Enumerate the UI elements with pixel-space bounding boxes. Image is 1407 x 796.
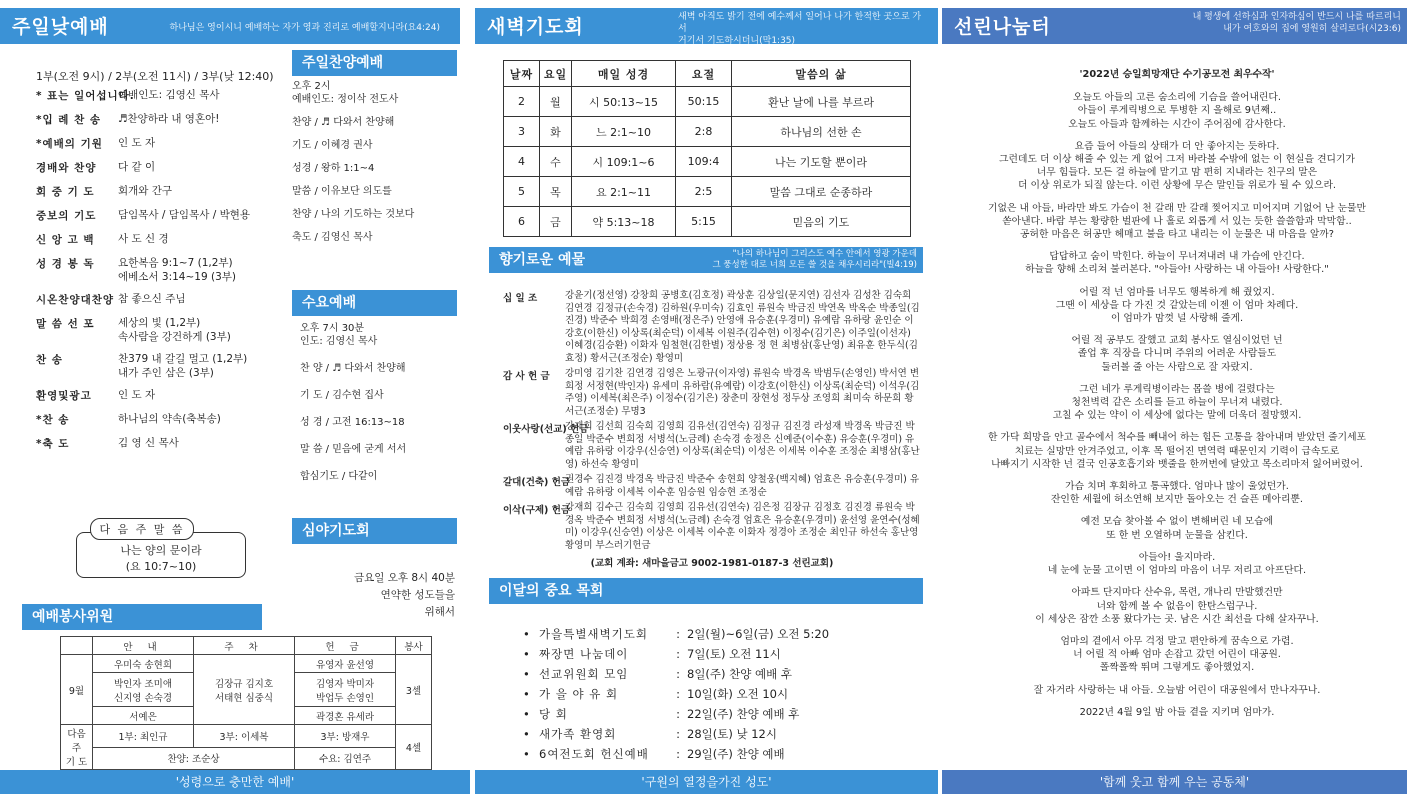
table-row <box>61 725 432 748</box>
bullet-icon: • <box>523 647 530 661</box>
serve-cell: 3셀 <box>396 655 432 725</box>
month-cell: 9월 <box>61 655 93 725</box>
dawn-bible-cell: 요 2:1~11 <box>572 177 676 207</box>
night-prayer-line: 연약한 성도들을 <box>380 589 455 601</box>
event-name: 짜장면 나눔데이 <box>539 647 629 661</box>
dawn-table <box>503 60 911 237</box>
worship-order-item <box>36 232 292 247</box>
table-row <box>504 207 911 237</box>
table-row <box>504 87 911 117</box>
dawn-day-cell: 목 <box>540 177 572 207</box>
worship-order-label: 성 경 봉 독 <box>36 258 95 270</box>
worship-order-label: 신 앙 고 백 <box>36 234 95 246</box>
table-row <box>61 747 432 770</box>
worship-order-item <box>36 436 292 451</box>
wednesday-line: 기 도 / 김수현 집사 <box>300 390 384 401</box>
essay-paragraph: 2022년 4월 9일 밤 아들 곁을 지키며 엄마가. <box>1079 706 1275 718</box>
offering-group-label: 이웃사랑(선교) 헌금 <box>503 424 589 435</box>
praise-line: 오후 2시 예배인도: 정이삭 전도사 <box>292 81 399 105</box>
dawn-verse-cell: 50:15 <box>676 87 732 117</box>
church-account: (교회 계좌: 새마을금고 9002-1981-0187-3 선린교회) <box>590 558 834 569</box>
next-week-label: 다 음 주 말 씀 <box>90 518 194 540</box>
list-item <box>523 624 923 644</box>
table-row <box>504 177 911 207</box>
offering-group <box>503 502 921 552</box>
colon-separator: : <box>676 667 680 681</box>
worship-order-item <box>36 352 292 380</box>
header-life: 말씀의 삶 <box>732 61 911 87</box>
essay-paragraph: 어릴 적 넌 엄마를 너무도 행복하게 해 줬었지. 그땐 이 세상을 다 가진 것 같았는데 이젠 이 엄마 차례다. 이 엄마가 맘껏 널 사랑해 줄게. <box>1055 286 1299 325</box>
worship-order-value: 김 영 신 목사 <box>118 437 179 449</box>
worship-order-value: 회개와 간구 <box>118 185 173 197</box>
dawn-header <box>475 8 938 44</box>
dawn-day-cell: 금 <box>540 207 572 237</box>
worship-order-label: 회 중 기 도 <box>36 186 95 198</box>
dawn-bible-cell: 시 50:13~15 <box>572 87 676 117</box>
next-week-ref: (요 10:7~10) <box>125 560 197 573</box>
worship-order-item <box>36 136 292 151</box>
list-item <box>523 744 923 764</box>
footer-community: '함께 웃고 함께 우는 공동체' <box>942 770 1407 794</box>
table-row <box>504 117 911 147</box>
table-row <box>61 655 432 673</box>
footer-worship: '성령으로 충만한 예배' <box>0 770 470 794</box>
event-name: 새가족 환영회 <box>539 727 617 741</box>
column-share <box>942 0 1407 796</box>
usher-cell: 서예은 <box>93 707 194 725</box>
worship-order-label: 중보의 기도 <box>36 210 97 222</box>
bullet-icon: • <box>523 627 530 641</box>
offering-group-names: 강윤기(정선영) 강창희 공병호(김호정) 곽상훈 김상일(문지연) 김선자 김성찬 김숙희 김연경 김정규(손숙경) 김하원(우미숙) 김효인 류원숙 박금진 박연옥 박옥순 박종일(김진경) 박준수 박희경 손영배(정은주) 안영애 유승훈(우경미) 유예람 유하랑 윤인순 이강호(이한신) 이상록(최순덕) 이세복 이원주(김수현) 이정수(김기은) 이주일(이선자) 이혜경(김승환) 이화자 임철현(김한별) 정상용 정 현 최병삼(홍난영) 최유훈 한두식(김효정) 황서근(조정순) 황영미 <box>565 290 920 364</box>
offering-group-label: 감 사 헌 금 <box>503 371 550 382</box>
offering-cell: 곽경혼 유세라 <box>295 707 396 725</box>
dawn-day-cell: 화 <box>540 117 572 147</box>
offering-group-names: 강미영 김기찬 김연경 김영은 노광규(이자영) 류원숙 박경옥 박범두(손영인) 박서연 변희정 서정현(박인자) 유세미 유하람(유예람) 이강호(이한신) 이상록(최순덕) 이석우(김주영) 이세복(최은주) 이정수(김기은) 장춘미 장현성 정두상 조영희 최미숙 하문희 황서근(조정순) 무명3 <box>565 368 920 417</box>
worship-order-item <box>36 184 292 199</box>
offering-group-names: 강재희 김수근 김숙희 김영희 김유선(김연숙) 김은정 김장규 김정호 김진경 류원숙 박경옥 박준수 변희정 서병석(노금례) 손숙경 엄효은 유승훈(우경미) 윤선영 윤연수(성혜미) 이강우(신승연) 이상은 이세복 이수훈 이화자 정경아 조정순 최인규 하선숙 홍난영 황영미 부스러기헌금 <box>565 502 920 551</box>
dawn-date-cell: 2 <box>504 87 540 117</box>
header-verse: 요절 <box>676 61 732 87</box>
worship-order-value: ♬찬양하라 내 영혼아! <box>118 113 220 125</box>
offering-verse: "나의 하나님이 그리스도 예수 안에서 영광 가운데 그 풍성한 대로 너희 모든 쓸 것을 채우시리라"(빌4:19) <box>712 249 917 270</box>
bullet-icon: • <box>523 727 530 741</box>
worship-order-item <box>36 112 292 127</box>
event-date: 7일(토) 오전 11시 <box>687 647 781 661</box>
table-row <box>61 637 432 655</box>
worship-order-label: 말 씀 선 포 <box>36 318 95 330</box>
next-serve-cell: 4셀 <box>396 725 432 770</box>
essay-paragraph: 가슴 치며 후회하고 통곡했다. 엄마나 많이 울었던가. 잔인한 세월에 허소연해 보지만 돌아오는 건 슬픈 메아리뿐. <box>1050 481 1304 506</box>
dawn-verse-cell: 2:5 <box>676 177 732 207</box>
wednesday-line: 합심기도 / 다같이 <box>300 471 378 482</box>
worship-order-label: 찬 송 <box>36 354 63 366</box>
offering-group <box>503 290 921 365</box>
event-name: 선교위원회 모임 <box>539 667 629 681</box>
dawn-date-cell: 4 <box>504 147 540 177</box>
essay-paragraph: 한 가닥 희망을 안고 골수에서 척수를 빼내어 하는 힘든 고통을 참아내며 받았던 줄기세포 치료는 실망만 안겨주었고, 이후 목 떨어진 면역력 때문인지 기력이 급속도로 나빠지기 시작한 넌 결국 인공호흡기와 뱃줄을 한꺼번에 달았고 목소리마저 잃어버렸어. <box>987 432 1367 470</box>
dawn-day-cell: 월 <box>540 87 572 117</box>
offering-group <box>503 368 921 418</box>
event-date: 28일(토) 낮 12시 <box>687 727 777 741</box>
dawn-date-cell: 6 <box>504 207 540 237</box>
event-date: 2일(월)~6일(금) 오전 5:20 <box>687 627 830 641</box>
bullet-icon: • <box>523 667 530 681</box>
dawn-life-cell: 나는 기도할 뿐이라 <box>732 147 911 177</box>
event-date: 29일(주) 찬양 예배 <box>687 747 785 761</box>
dawn-verse-cell: 109:4 <box>676 147 732 177</box>
essay-paragraph: 아들아! 울지마라. 네 눈에 눈물 고이면 이 엄마의 마음이 너무 저리고 아프단다. <box>1047 551 1307 577</box>
dawn-bible-cell: 약 5:13~18 <box>572 207 676 237</box>
essay-paragraph: 예전 모습 찾아볼 수 없이 변해버린 네 모습에 또 한 번 오열하며 눈물을 삼킨다. <box>1080 516 1274 541</box>
worship-order-value: 요한복음 9:1~7 (1,2부) 에베소서 3:14~19 (3부) <box>118 257 237 283</box>
worship-order-item <box>36 388 292 403</box>
worship-order-item <box>36 160 292 175</box>
offering-group-label: 십 일 조 <box>503 293 538 304</box>
worship-order-item <box>36 316 292 344</box>
colon-separator: : <box>676 647 680 661</box>
dawn-bible-cell: 시 109:1~6 <box>572 147 676 177</box>
dawn-date-cell: 5 <box>504 177 540 207</box>
next-prayer-3b: 3부: 방재우 <box>295 725 396 748</box>
dawn-date-cell: 3 <box>504 117 540 147</box>
event-date: 22일(주) 찬양 예배 후 <box>687 707 800 721</box>
worship-order-item <box>36 412 292 427</box>
share-title: 선린나눔터 <box>954 16 1051 38</box>
praise-line: 축도 / 김영신 목사 <box>292 232 373 243</box>
offering-title: 향기로운 예물 <box>499 252 586 268</box>
worship-order-item <box>36 88 292 103</box>
offering-group-label: 갈대(건축) 헌금 <box>503 477 571 488</box>
dawn-verse-cell: 5:15 <box>676 207 732 237</box>
night-prayer-line: 위해서 <box>424 606 455 618</box>
offering-group-names: 권경수 김진경 박경옥 박금진 박준수 송현희 양철웅(백지혜) 엄효은 유승훈(우경미) 유예람 유하랑 이세복 이수훈 임승원 임승현 조정순 <box>565 474 920 498</box>
event-name: 가을특별새벽기도회 <box>539 627 648 641</box>
wednesday-line: 오후 7시 30분 인도: 김영신 목사 <box>300 323 378 347</box>
next-prayer-3: 3부: 이세복 <box>194 725 295 748</box>
praise-service <box>292 80 462 254</box>
offering-list <box>503 290 921 569</box>
worship-order-value: 찬379 내 갈길 멀고 (1,2부) 내가 주인 삼은 (3부) <box>118 353 248 379</box>
essay-paragraph: 어릴 적 공부도 잘했고 교회 봉사도 열심이었던 넌 졸업 후 직장을 다니며 주위의 어려운 사람들도 둘러볼 줄 아는 사람으로 잘 자랐지. <box>1071 335 1283 373</box>
dawn-life-cell: 말씀 그대로 순종하라 <box>732 177 911 207</box>
list-item <box>523 664 923 684</box>
essay-paragraph: 요즘 들어 아들의 상태가 더 안 좋아지는 듯하다. 그런데도 더 이상 해줄 수 있는 게 없어 그저 바라볼 수밖에 없는 이 현실을 견디기가 너무 힘들다. 모든 걸 하늘에 맡기고 맘 편히 지내라는 친구의 말은 더 이상 위로가 되질 않는다. 이런 상황에 무슨 말인들 위로가 될 수 있으라. <box>999 140 1355 192</box>
worship-order-label: *입 례 찬 송 <box>36 114 102 126</box>
worship-order-value: 인 도 자 <box>118 389 156 401</box>
offering-group-names: 강재희 김선희 김숙희 김영희 김유선(김연숙) 김정규 김진경 라성재 박경옥 박금진 박종일 박준수 변희정 서병석(노금례) 손숙경 송정은 신예준(이수훈) 유승훈(우경미) 유예람 유하랑 이강우(신승연) 이상록(최순덕) 이성은 이세복 이수훈 조정순 최병삼(홍난영) 하선숙 황영미 <box>565 421 920 470</box>
dawn-life-cell: 환난 날에 나를 부르라 <box>732 87 911 117</box>
dawn-life-cell: 하나님의 선한 손 <box>732 117 911 147</box>
dawn-title: 새벽기도회 <box>487 16 584 38</box>
list-item <box>523 704 923 724</box>
list-item <box>523 684 923 704</box>
bullet-icon: • <box>523 747 530 761</box>
worship-order-value: 예배인도: 김영신 목사 <box>118 89 220 101</box>
praise-line: 기도 / 이혜경 권사 <box>292 140 373 151</box>
offering-cell: 김영자 박미자 박업두 손영인 <box>295 673 396 707</box>
header-day: 요일 <box>540 61 572 87</box>
column-sunday <box>0 0 470 796</box>
usher-cell: 우미숙 송현희 <box>93 655 194 673</box>
sunday-title: 주일낮예배 <box>12 16 109 38</box>
praise-line: 성경 / 왕하 1:1~4 <box>292 163 375 174</box>
service-times: 1부(오전 9시) / 2부(오전 11시) / 3부(낮 12:40) <box>36 70 274 83</box>
worship-order-value: 세상의 빛 (1,2부) 속사람을 강건하게 (3부) <box>118 317 231 343</box>
night-prayer-header: 심야기도회 <box>292 518 457 544</box>
offering-group <box>503 474 921 499</box>
header-parking: 주 차 <box>194 637 295 655</box>
table-row <box>504 147 911 177</box>
night-prayer-line: 금요일 오후 8시 40분 <box>353 572 455 584</box>
essay-paragraph: 오늘도 아들의 고른 숨소리에 기슴을 쓸어내린다. 아들이 루게릭병으로 투병한 지 올해로 9년째.. 오늘도 아들과 함께하는 시간이 주어짐에 감사한다. <box>1068 92 1286 130</box>
worship-order-label: *축 도 <box>36 438 70 450</box>
volunteers-table <box>60 636 432 770</box>
parking-cell: 김장규 김지호 서태현 심중식 <box>194 655 295 725</box>
worship-order-value: 사 도 신 경 <box>118 233 169 245</box>
footer-saints: '구원의 열정을가진 성도' <box>475 770 938 794</box>
praise-line: 말씀 / 이유보단 의도를 <box>292 186 392 197</box>
header-offering: 헌 금 <box>295 637 396 655</box>
events-header: 이달의 중요 목회 <box>489 578 923 604</box>
header-date: 날짜 <box>504 61 540 87</box>
sunday-verse: 하나님은 영이시니 예배하는 자가 영과 진리로 예배할지니라(요4:24) <box>169 23 440 33</box>
sunday-header <box>0 8 460 44</box>
worship-order-value: 다 같 이 <box>118 161 156 173</box>
wednesday-line: 성 경 / 고전 16:13~18 <box>300 417 405 428</box>
colon-separator: : <box>676 627 680 641</box>
worship-order-label: *찬 송 <box>36 414 70 426</box>
offering-cell: 유영자 윤선영 <box>295 655 396 673</box>
event-date: 10일(화) 오전 10시 <box>687 687 789 701</box>
worship-order-item <box>36 292 292 307</box>
share-header <box>942 8 1407 44</box>
column-dawn <box>475 0 938 796</box>
worship-order-label: * 표는 일어섭니다. <box>36 90 135 102</box>
next-prayer-label: 다음주 기 도 <box>61 725 93 770</box>
essay-paragraph: 엄마의 곁에서 아무 걱정 말고 편안하게 꿈속으로 가렴. 너 어릴 적 아빠 엄마 손잡고 갔던 어린이 대공원. 폴짝폴짝 뛰며 그렇게도 좋아했었지. <box>1060 635 1294 674</box>
list-item <box>523 724 923 744</box>
wednesday-line: 말 씀 / 믿음에 굳게 서서 <box>300 444 407 455</box>
praise-line: 찬양 / ♬ 다와서 찬양해 <box>292 117 395 128</box>
worship-order-item <box>36 256 292 284</box>
essay-paragraph: 잘 자거라 사랑하는 내 아들. 오늘밤 어린이 대공원에서 만나자꾸나. <box>1033 684 1321 696</box>
praise-header: 주일찬양예배 <box>292 50 457 76</box>
colon-separator: : <box>676 747 680 761</box>
offering-group <box>503 421 921 471</box>
bullet-icon: • <box>523 687 530 701</box>
colon-separator: : <box>676 707 680 721</box>
next-praise: 찬양: 조순상 <box>93 747 295 770</box>
dawn-life-cell: 믿음의 기도 <box>732 207 911 237</box>
event-date: 8일(주) 찬양 예배 후 <box>687 667 793 681</box>
praise-line: 찬양 / 나의 기도하는 것보다 <box>292 209 415 220</box>
worship-order-value: 담임목사 / 담임목사 / 박현용 <box>118 209 250 221</box>
night-prayer <box>300 570 455 621</box>
worship-order-label: 시온찬양대찬양 <box>36 294 115 306</box>
table-row <box>504 61 911 87</box>
event-name: 가 을 야 유 회 <box>539 687 619 701</box>
list-item <box>523 644 923 664</box>
worship-order-item <box>36 208 292 223</box>
event-name: 당 회 <box>539 707 568 721</box>
worship-order-value: 인 도 자 <box>118 137 156 149</box>
offering-header <box>489 247 923 273</box>
share-verse: 내 평생에 선하심과 인자하심이 반드시 나를 따르리니 내가 여호와의 집에 영원히 살리로다(시23:6) <box>1192 12 1401 34</box>
dawn-verse-cell: 2:8 <box>676 117 732 147</box>
next-prayer-1: 1부: 최인규 <box>93 725 194 748</box>
event-name: 6여전도회 헌신예배 <box>539 747 649 761</box>
essay-paragraph: 답답하고 숨이 막힌다. 하늘이 무너져내려 내 가슴에 안긴다. 하늘을 향해 소리쳐 불러본다. "아들아! 사랑하는 내 아들아! 사랑한다." <box>1025 251 1329 276</box>
bullet-icon: • <box>523 707 530 721</box>
worship-order-value: 하나님의 약속(축복송) <box>118 413 221 425</box>
essay <box>962 68 1392 728</box>
volunteers-header: 예배봉사위원 <box>22 604 262 630</box>
essay-paragraph: 아파트 단지마다 산수유, 목련, 개나리 만발했건만 너와 함께 볼 수 없음이 한탄스럽구나. 이 세상은 잠깐 소풍 왔다가는 곳. 남은 시간 최선을 다해 살자꾸나. <box>1035 587 1319 625</box>
worship-order-label: *예배의 기원 <box>36 138 103 150</box>
essay-title: '2022년 승일희망재단 수기공모전 최우수작' <box>1079 69 1275 80</box>
colon-separator: : <box>676 687 680 701</box>
wednesday-header: 수요예배 <box>292 290 457 316</box>
header-usher: 안 내 <box>93 637 194 655</box>
order-of-worship <box>36 88 292 460</box>
header-bible: 매일 성경 <box>572 61 676 87</box>
usher-cell: 박인자 조미애 신지영 손숙경 <box>93 673 194 707</box>
next-week-title: 나는 양의 문이라 <box>120 544 202 557</box>
worship-order-label: 환영및광고 <box>36 390 92 402</box>
wednesday-service <box>300 322 465 497</box>
dawn-day-cell: 수 <box>540 147 572 177</box>
essay-paragraph: 기없은 내 아들, 바라만 봐도 가슴이 천 갈래 만 갈래 찢어지고 미어지며 기없어 난 눈물만 쏟아낸다. 바람 부는 황량한 벌판에 나 홀로 외롭게 서 있는 듯한 쓸쓸함과 막막함.. 공허한 마음은 허공만 헤매고 불을 타고 내리는 이 눈물은 내 마음을 알까? <box>988 202 1366 241</box>
worship-order-label: 경배와 찬양 <box>36 162 97 174</box>
events-list <box>523 624 923 764</box>
worship-order-value: 참 좋으신 주님 <box>118 293 186 305</box>
header-serve: 봉사 <box>396 637 432 655</box>
dawn-bible-cell: 느 2:1~10 <box>572 117 676 147</box>
colon-separator: : <box>676 727 680 741</box>
essay-paragraph: 그런 네가 루게릭병이라는 몹쓸 병에 걸렸다는 청천벽력 같은 소리를 듣고 하늘이 무너져 내렸다. 고칠 수 있는 약이 이 세상에 없다는 말에 더욱더 절망했지. <box>1052 383 1302 422</box>
wednesday-line: 찬 양 / ♬ 다와서 찬양해 <box>300 363 406 374</box>
next-wed: 수요: 김연주 <box>295 747 396 770</box>
offering-group-label: 이삭(구제) 헌금 <box>503 505 571 516</box>
dawn-verse: 새벽 아직도 밝기 전에 예수께서 일어나 나가 한적한 곳으로 가서 거기서 기도하시더니(막1:35) <box>678 12 922 46</box>
